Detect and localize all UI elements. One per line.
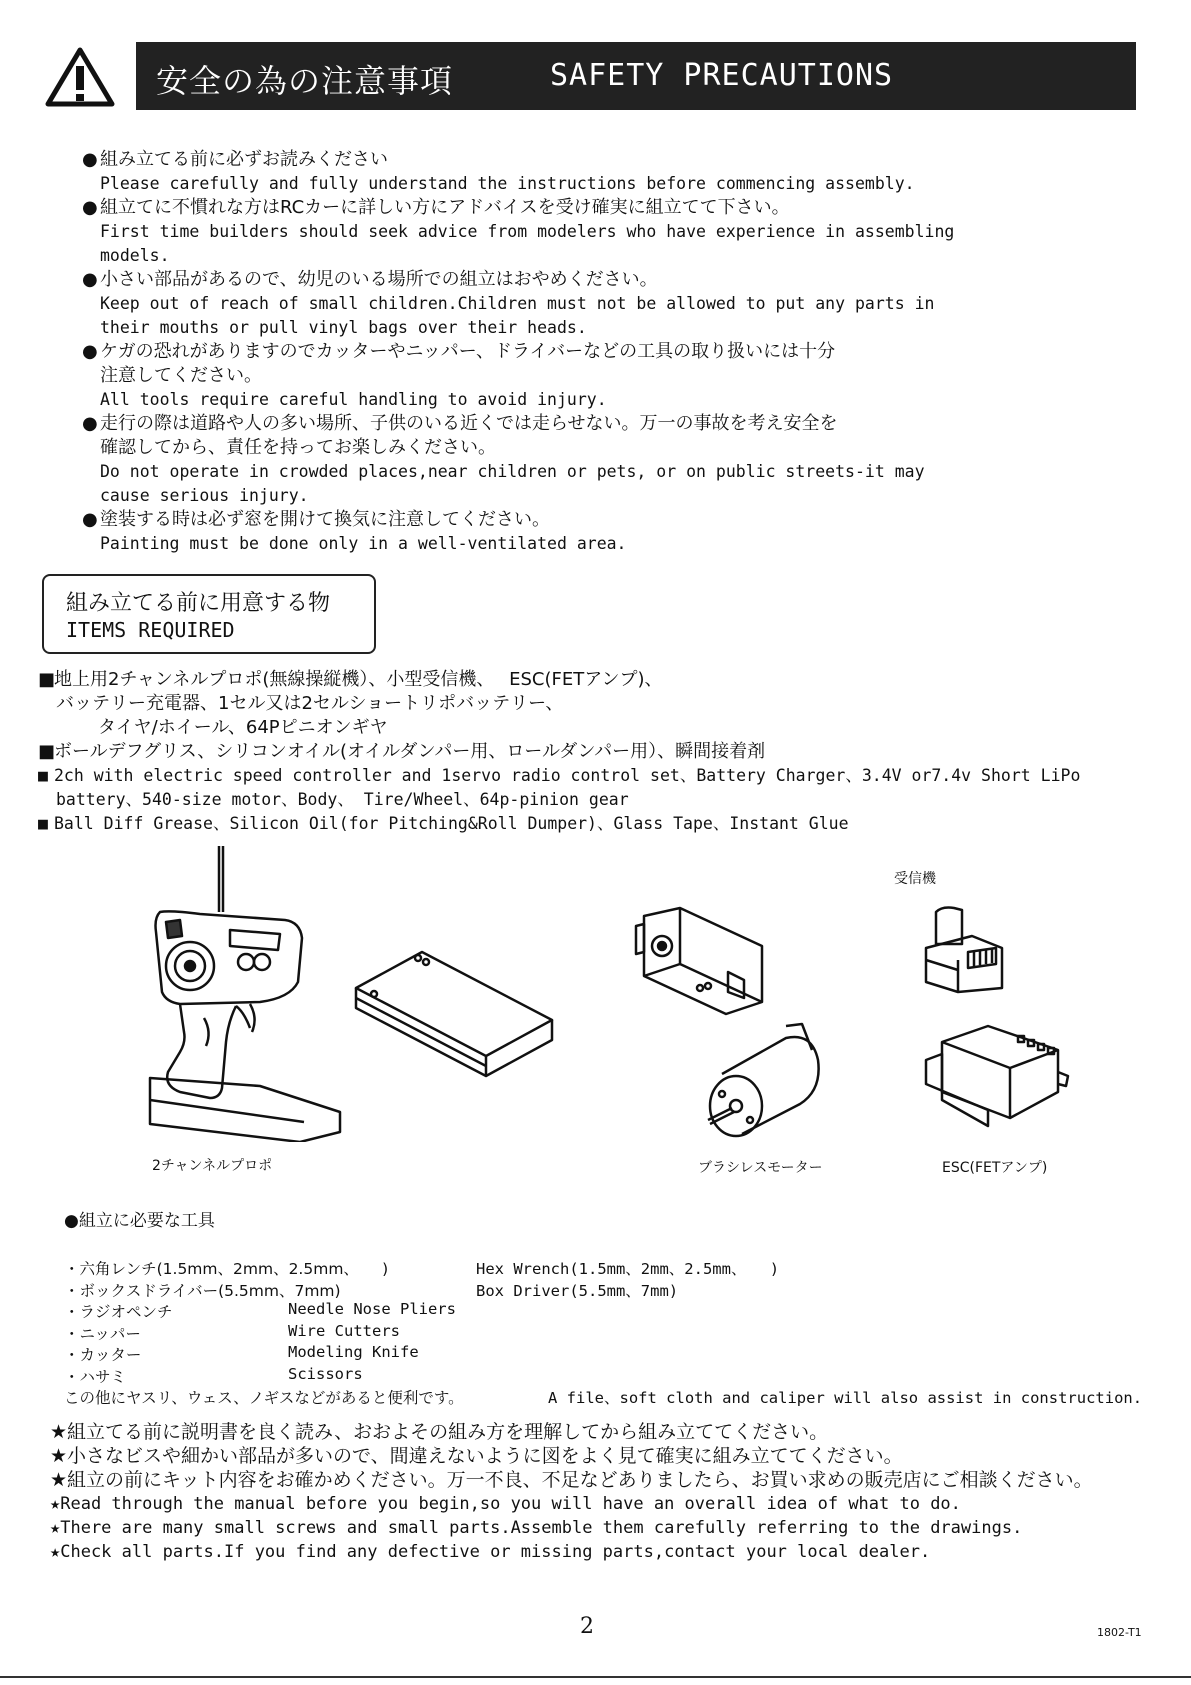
tool-en: Wire Cutters (288, 1321, 400, 1340)
page-number: 2 (580, 1614, 594, 1639)
items-required-box (42, 574, 376, 654)
tool-jp: ・ハサミ (64, 1367, 127, 1386)
precaution-jp: 確認してから、責任を持ってお楽しみください。 (100, 437, 496, 458)
esc-illustration (922, 1022, 1072, 1132)
precaution-jp: 組立てに不慣れな方はRCカーに詳しい方にアドバイスを受け確実に組立てて下さい。 (100, 197, 790, 218)
tools-extra-en: A file、soft cloth and caliper will also assist in construction. (548, 1389, 1143, 1407)
transmitter-illustration (140, 842, 350, 1142)
required-item-jp: タイヤ/ホイール、64Pピニオンギヤ (98, 717, 388, 738)
precaution-item: ● 走行の際は道路や人の多い場所、子供のいる近くでは走らせない。万一の事故を考え安全を 確認してから、責任を持ってお楽しみください。 Do not operate in crowded places,near children or pets, or on public streets-it may cause serious injury. (82, 412, 1142, 508)
motor-caption: ブラシレスモーター (698, 1160, 823, 1176)
precaution-en: Painting must be done only in a well-ventilated area. (100, 534, 627, 553)
tool-row (64, 1257, 1164, 1279)
transmitter-caption: 2チャンネルプロポ (152, 1158, 273, 1174)
title-en: SAFETY PRECAUTIONS (550, 58, 894, 93)
precaution-item: ● 組み立てる前に必ずお読みください Please carefully and fully understand the instructions before commencing assembly. (82, 148, 1142, 196)
required-item-jp: バッテリー充電器、1セル又は2セルショートリポバッテリー、 (56, 693, 564, 714)
warning-triangle-icon (44, 46, 116, 108)
precaution-en: Keep out of reach of small children.Children must not be allowed to put any parts in (100, 294, 935, 313)
precautions-list (82, 148, 1142, 556)
note-en: ★Check all parts.If you find any defective or missing parts,contact your local dealer. (50, 1542, 931, 1562)
precaution-en: models. (100, 246, 170, 265)
precaution-en: All tools require careful handling to avoid injury. (100, 390, 607, 409)
tools-section (64, 1206, 1164, 1408)
tool-jp: ・ニッパー (64, 1324, 141, 1343)
tool-jp: ・カッター (64, 1346, 142, 1364)
required-item-jp: ボールデフグリス、シリコンオイル(オイルダンパー用、ロールダンパー用）、瞬間接着剤 (54, 741, 766, 762)
precaution-en: Please carefully and fully understand the instructions before commencing assembly. (100, 174, 915, 193)
precaution-jp: ケガの恐れがありますのでカッターやニッパー、ドライバーなどの工具の取り扱いには十分 (100, 341, 836, 362)
tool-row (64, 1300, 1164, 1322)
title-banner (136, 42, 1136, 110)
battery-illustration (352, 948, 557, 1078)
precaution-jp: 塗装する時は必ず窓を開けて換気に注意してください。 (100, 509, 550, 530)
document-code: 1802-T1 (1097, 1626, 1142, 1639)
receiver-caption: 受信機 (894, 871, 936, 887)
tool-en: Modeling Knife (288, 1343, 419, 1361)
tool-en: Box Driver(5.5mm、7mm) (476, 1281, 679, 1300)
assembly-notes (50, 1420, 1170, 1564)
note-jp: ★組立の前にキット内容をお確かめください。万一不良、不足などありましたら、お買い求めの販売店にご相談ください。 (50, 1469, 1093, 1491)
tool-jp: ・ボックスドライバー(5.5mm、7mm) (64, 1281, 341, 1300)
receiver-illustration (922, 904, 1006, 994)
tool-row (64, 1343, 1164, 1365)
precaution-jp: 注意してください。 (100, 365, 262, 386)
tool-row (64, 1365, 1164, 1387)
required-item-en: 2ch with electric speed controller and 1servo radio control set、Battery Charger、3.4V or7.4v Short LiPo (54, 766, 1081, 785)
precaution-en: their mouths or pull vinyl bags over their heads. (100, 318, 587, 337)
esc-caption: ESC(FETアンプ) (942, 1160, 1048, 1176)
precaution-item: ● 組立てに不慣れな方はRCカーに詳しい方にアドバイスを受け確実に組立てて下さい。 First time builders should seek advice from modelers who have experience in assembling models. (82, 196, 1142, 268)
precaution-en: First time builders should seek advice from modelers who have experience in assembling (100, 222, 955, 241)
precaution-item: ● ケガの恐れがありますのでカッターやニッパー、ドライバーなどの工具の取り扱いには十分 注意してください。 All tools require careful handling to avoid injury. (82, 340, 1142, 412)
precaution-item: ● 塗装する時は必ず窓を開けて換気に注意してください。 Painting must be done only in a well-ventilated area. (82, 508, 1142, 556)
tool-jp: ・ラジオペンチ (64, 1303, 173, 1321)
note-en: ★There are many small screws and small parts.Assemble them carefully referring to the drawings. (50, 1518, 1023, 1538)
precaution-en: Do not operate in crowded places,near children or pets, or on public streets-it may (100, 462, 925, 481)
required-item-en: battery、540-size motor、Body、 Tire/Wheel、64p-pinion gear (56, 790, 629, 809)
tool-en: Hex Wrench(1.5mm、2mm、2.5mm、 ) (476, 1260, 780, 1278)
tool-row (64, 1322, 1164, 1344)
precaution-item: ● 小さい部品があるので、幼児のいる場所での組立はおやめください。 Keep out of reach of small children.Children must not be allowed to put any parts in their mouths or pull vinyl bags over their heads. (82, 268, 1142, 340)
required-items-list: ■地上用2チャンネルプロポ(無線操縦機）、小型受信機、 ESC(FETアンプ)、 バッテリー充電器、1セル又は2セルショートリポバッテリー、 タイヤ/ホイール、64Pピニオンギヤ ■ボールデフグリス、シリコンオイル(オイルダンパー用、ロールダンパー用）、瞬間接着剤 ■ 2ch with electric speed controller and 1servo radio control set、Battery Charger、3.4V or7.4v Short LiPo battery、540-size motor、Body、 Tire/Wheel、64p-pinion gear ■ Ball Diff Grease、Silicon Oil(for Pitching&Roll Dumper)、Glass Tape、Instant Glue (38, 668, 1158, 836)
required-item-jp: 地上用2チャンネルプロポ(無線操縦機）、小型受信機、 ESC(FETアンプ)、 (54, 669, 663, 690)
precaution-jp: 組み立てる前に必ずお読みください (100, 149, 388, 170)
tools-extra (64, 1386, 1164, 1408)
required-item-en: Ball Diff Grease、Silicon Oil(for Pitching&Roll Dumper)、Glass Tape、Instant Glue (54, 814, 849, 833)
precaution-en: cause serious injury. (100, 486, 309, 505)
items-required-title-en: ITEMS REQUIRED (66, 618, 235, 642)
note-jp: ★組立てる前に説明書を良く読み、おおよその組み方を理解してから組み立ててください。 (50, 1421, 829, 1443)
note-en: ★Read through the manual before you begin,so you will have an overall idea of what to do. (50, 1494, 961, 1514)
tool-en: Scissors (288, 1364, 363, 1383)
note-jp: ★小さなビスや細かい部品が多いので、間違えないように図をよく見て確実に組み立ててください。 (50, 1445, 903, 1467)
tools-title: ●組立に必要な工具 (64, 1211, 215, 1231)
servo-illustration (634, 906, 770, 1018)
tool-en: Needle Nose Pliers (288, 1300, 456, 1318)
precaution-jp: 小さい部品があるので、幼児のいる場所での組立はおやめください。 (100, 269, 658, 290)
tool-jp: ・六角レンチ(1.5mm、2mm、2.5mm、 ) (64, 1260, 389, 1278)
title-jp: 安全の為の注意事項 (156, 62, 454, 100)
tool-row (64, 1279, 1164, 1301)
items-required-title-jp: 組み立てる前に用意する物 (66, 591, 331, 616)
motor-illustration (702, 1020, 832, 1150)
tools-extra-jp: この他にヤスリ、ウェス、ノギスなどがあると便利です。 (64, 1389, 464, 1407)
precaution-jp: 走行の際は道路や人の多い場所、子供のいる近くでは走らせない。万一の事故を考え安全を (100, 413, 838, 434)
bottom-rule (0, 1676, 1191, 1678)
